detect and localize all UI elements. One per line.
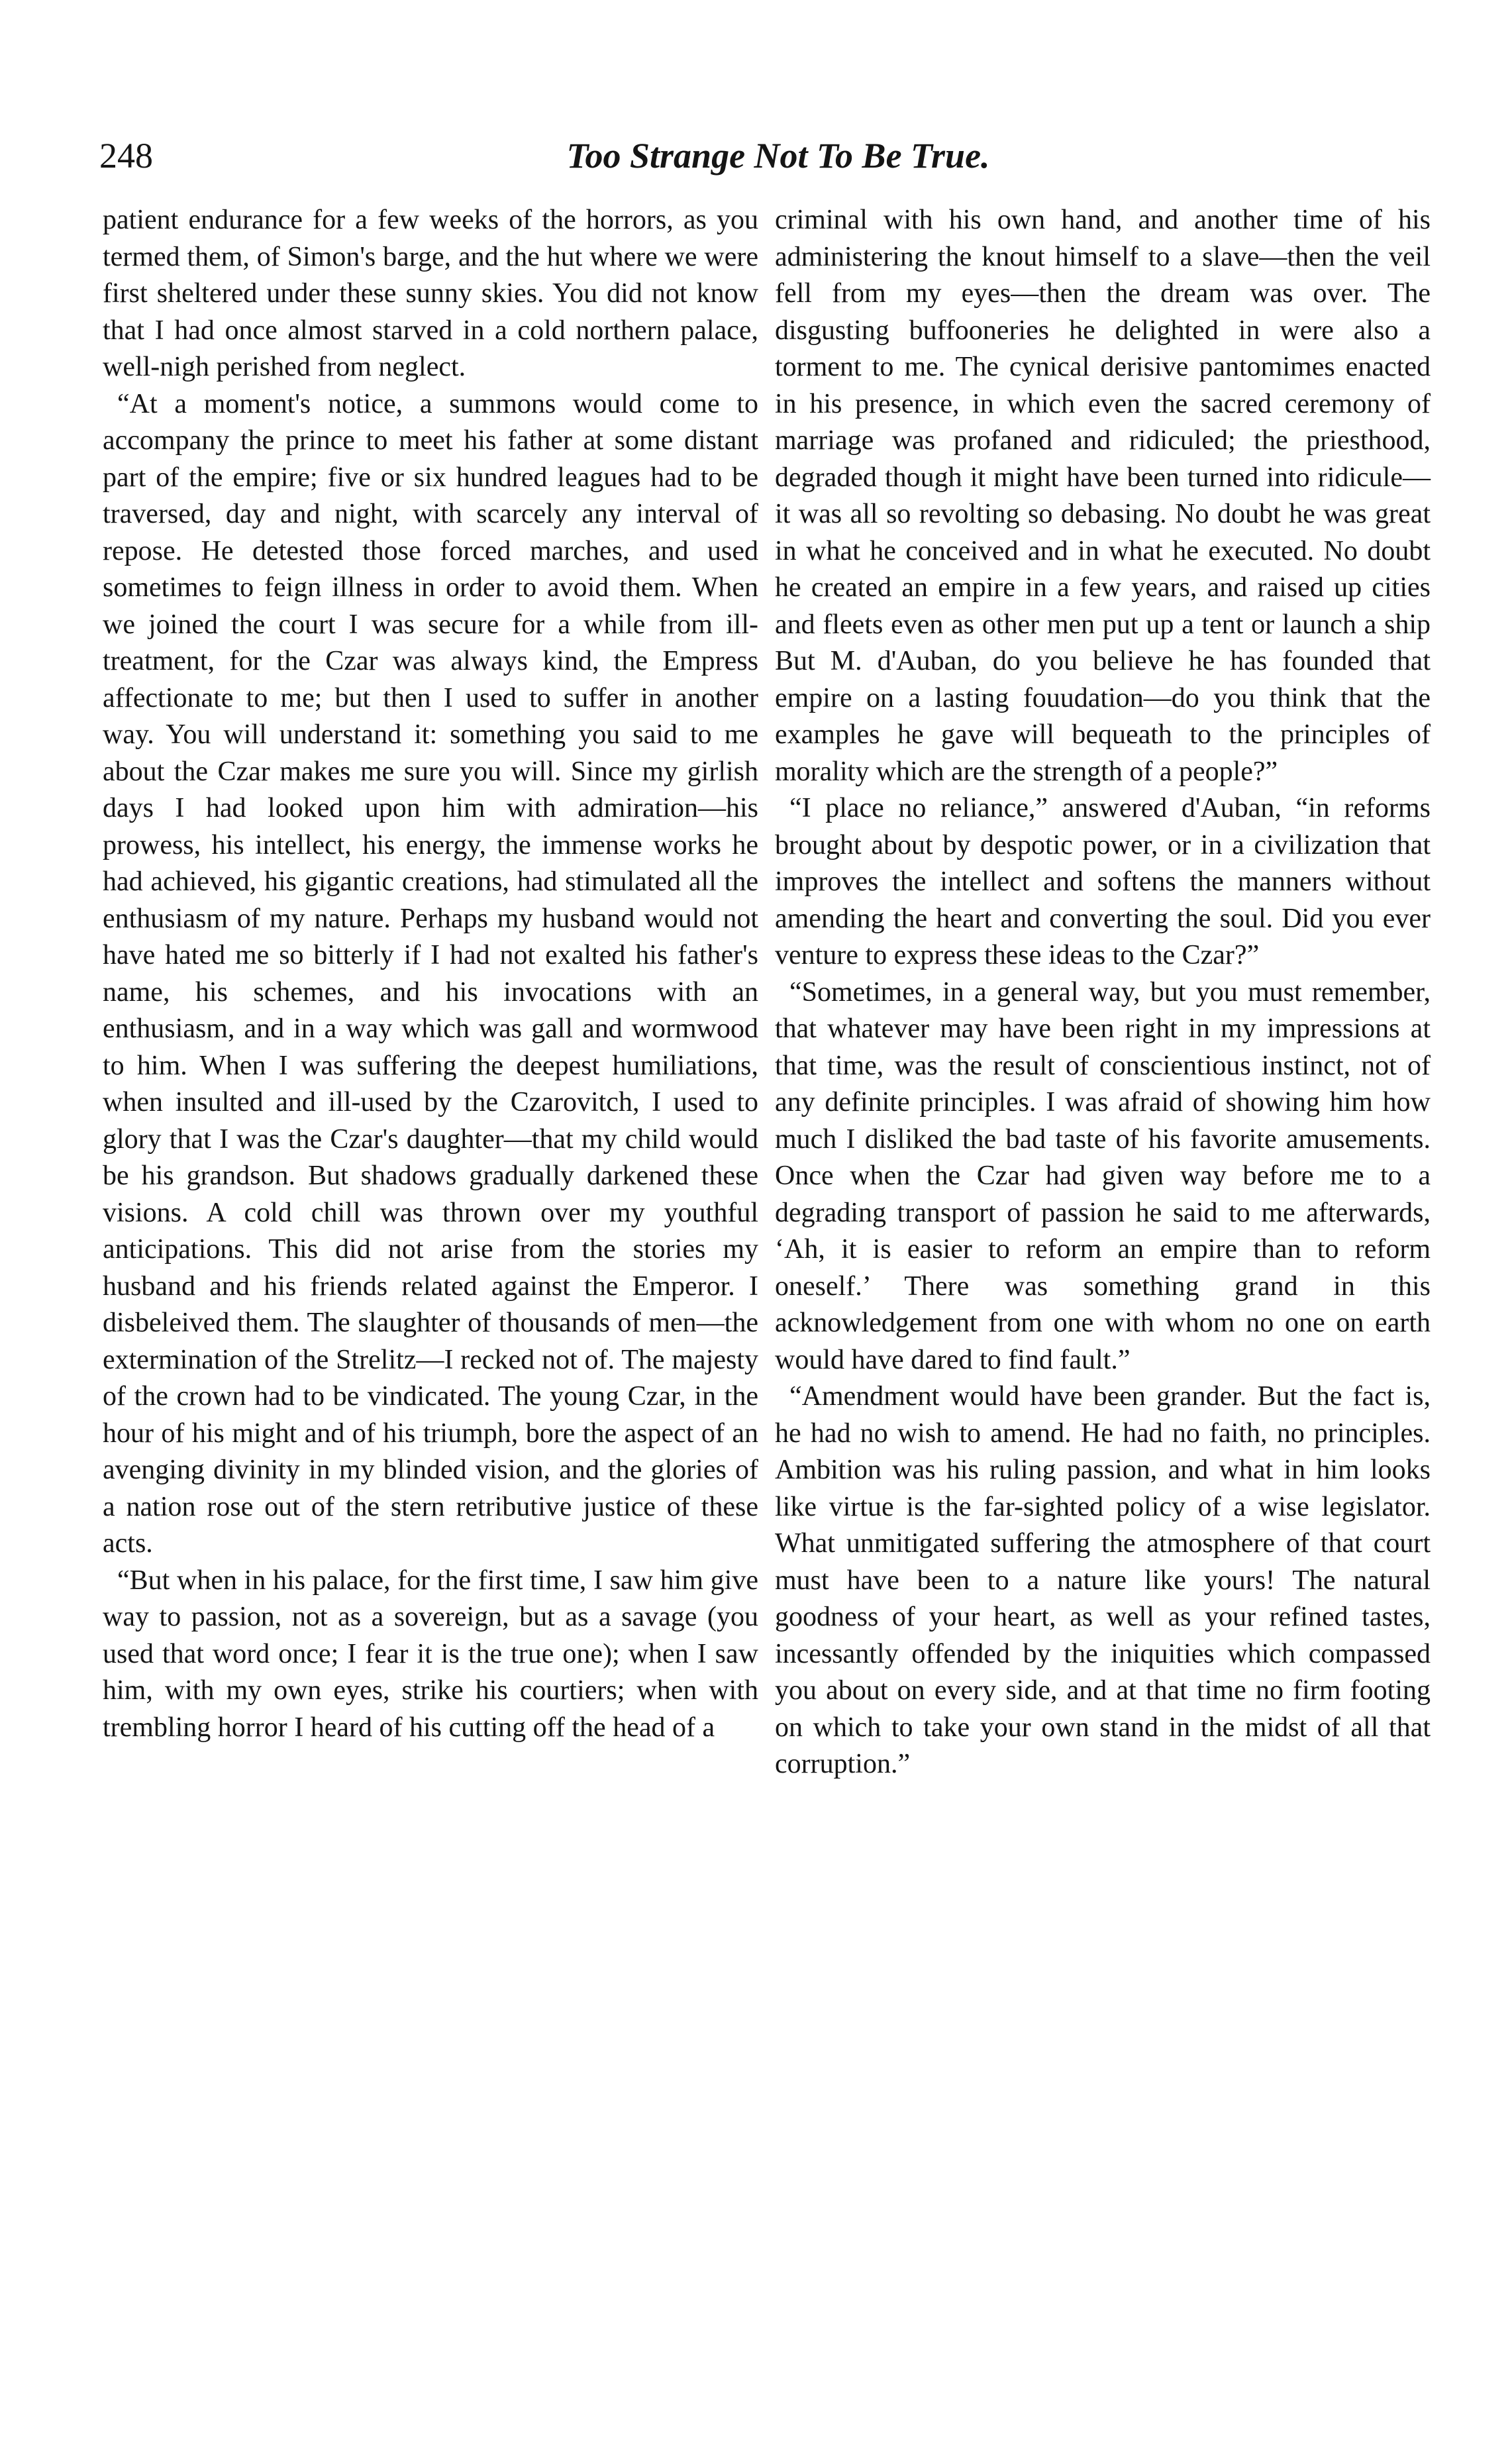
running-title: Too Strange Not To Be True. (566, 136, 990, 176)
paragraph: “Sometimes, in a general way, but you must remember, that whatever may have been right in my impressions at that time, was the result of conscientious instinct, not of any definite principles. I was afraid of showing him how much I disliked the bad taste of his favorite amusements. Once when the Czar had given way before me to a degrading transport of passion he said to me afterwards, ‘Ah, it is easier to reform an empire than to reform oneself.’ There was something grand in this acknowledgement from one with whom no one on earth would have dared to find fault.” (775, 976, 1431, 1375)
paragraph: “At a moment's notice, a summons would come to accompany the prince to meet his father at some distant part of the empire; five or six hundred leagues had to be traversed, day and night, with scarcely any interval of repose. He detested those forced marches, and used sometimes to feign illness in order to avoid them. When we joined the court I was secure for a while from ill-treatment, for the Czar was always kind, the Empress affectionate to me; but then I used to suffer in another way. You will understand it: something you said to me about the Czar makes me sure you will. Since my girlish days I had looked upon him with admiration—his prowess, his intellect, his energy, the immense works he had achieved, his gigantic creations, had stimulated all the enthusiasm of my nature. Perhaps my husband would not have hated me so bitterly if I had not exalted his father's name, his schemes, and his invocations with an enthusiasm, and in a way which was gall and wormwood to him. When I was suffering the deepest humiliations, when insulted and ill-used by the Czarovitch, I used to glory that I was the Czar's daughter—that my child would be his grandson. But shadows gradually darkened these visions. A cold chill was thrown over my youthful anticipations. This did not arise from the stories my husband and his friends related against the Emperor. I disbeleived them. The slaughter of thousands of men—the extermination of the Strelitz—I recked not of. The majesty of the crown had to be vindicated. The young Czar, in the hour of his might and of his triumph, bore the aspect of an avenging divinity in my blinded vision, and the glories of a nation rose out of the stern retributive justice of these acts. (103, 388, 758, 1559)
paragraph: patient endurance for a few weeks of the horrors, as you termed them, of Simon's barge, and the hut where we were first sheltered under these sunny skies. You did not know that I had once almost starved in a cold northern palace, well-nigh perished from neglect. (103, 205, 758, 382)
paragraph: “Amendment would have been grander. But the fact is, he had no wish to amend. He had no faith, no principles. Ambition was his ruling passion, and what in him looks like virtue is the far-sighted policy of a wise legislator. What unmitigated suffering the atmosphere of that court must have been to a nature like yours! The natural goodness of your heart, as well as your refined tastes, incessantly offended by the iniquities which compassed you about on every side, and at that time no firm footing on which to take your own stand in the midst of all that corruption.” (775, 1381, 1431, 1779)
left-column (103, 202, 758, 1746)
paragraph: “But when in his palace, for the first time, I saw him give way to passion, not as a sovereign, but as a savage (you used that word once; I fear it is the true one); when I saw him, with my own eyes, strike his courtiers; when with trembling horror I heard of his cutting off the head of a (103, 1565, 758, 1743)
paragraph: criminal with his own hand, and another time of his administering the knout himself to a slave—then the veil fell from my eyes—then the dream was over. The disgusting buffooneries he delighted in were also a torment to me. The cynical derisive pantomimes enacted in his presence, in which even the sacred ceremony of marriage was profaned and ridiculed; the priesthood, degraded though it might have been turned into ridicule—it was all so revolting so debasing. No doubt he was great in what he conceived and in what he executed. No doubt he created an empire in a few years, and raised up cities and fleets even as other men put up a tent or launch a ship But M. d'Auban, do you believe he has founded that empire on a lasting fouudation—do you think that the examples he gave will bequeath to the principles of morality which are the strength of a people?” (775, 205, 1431, 787)
page-header (99, 129, 1411, 189)
paragraph: “I place no reliance,” answered d'Auban, “in reforms brought about by despotic power, or in a civilization that improves the intellect and softens the manners without amending the heart and converting the soul. Did you ever venture to express these ideas to the Czar?” (775, 793, 1431, 970)
page-number: 248 (99, 136, 153, 176)
right-column (775, 202, 1431, 1783)
